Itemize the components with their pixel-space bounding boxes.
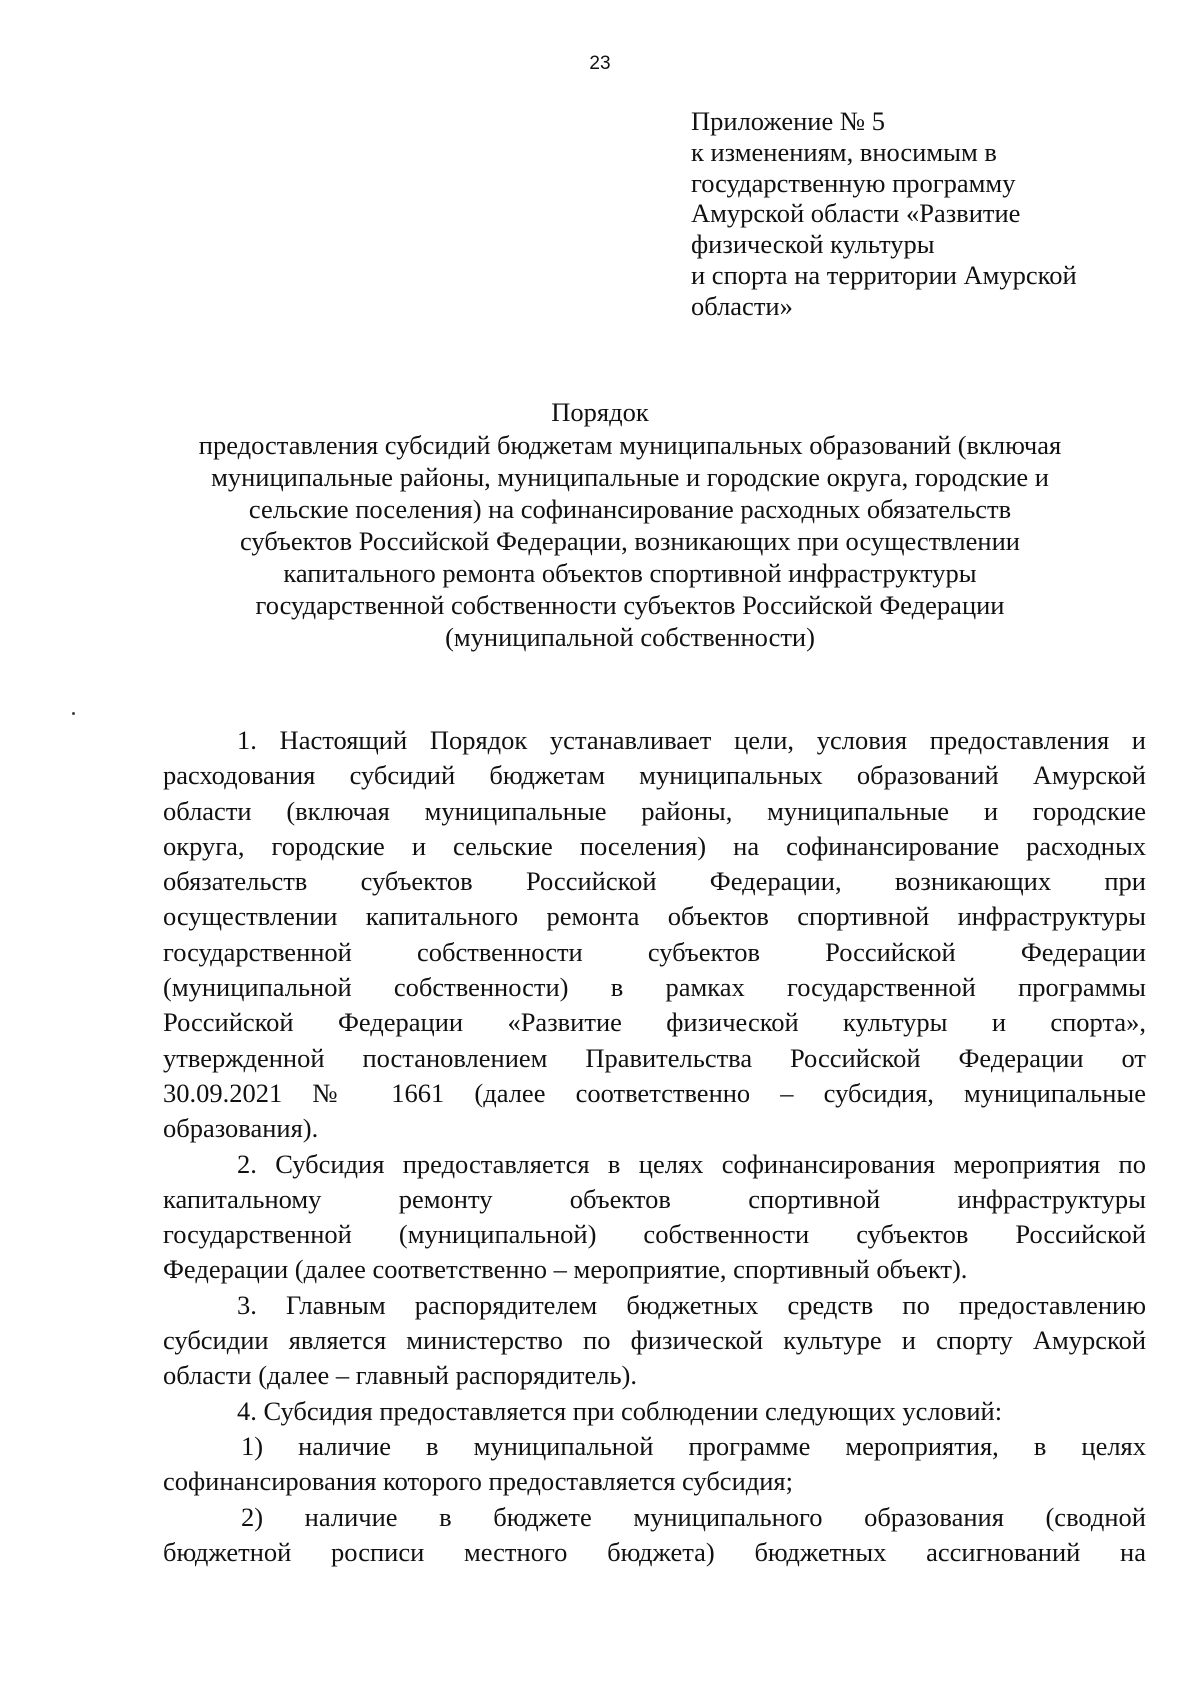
paragraph-1-line: области (включая муниципальные районы, муниципальные и городские (163, 795, 1146, 826)
subtitle-line: (муниципальной собственности) (445, 622, 815, 652)
subtitle-line: муниципальные районы, муниципальные и городские округа, городские и (211, 462, 1049, 492)
paragraph-2-line: 2. Субсидия предоставляется в целях софинансирования мероприятия по (237, 1148, 1146, 1179)
appendix-line: государственную программу (691, 167, 1016, 198)
document-subtitle (150, 429, 1110, 653)
subtitle-line: государственной собственности субъектов Российской Федерации (255, 590, 1005, 620)
paragraph-1-line: Российской Федерации «Развитие физической культуры и спорта», (163, 1007, 1146, 1038)
paragraph-2-line: Федерации (далее соответственно – мероприятие, спортивный объект). (163, 1254, 968, 1285)
paragraph-1-line: (муниципальной собственности) в рамках государственной программы (163, 972, 1146, 1003)
paragraph-3-line: области (далее – главный распорядитель). (163, 1360, 637, 1391)
paragraph-4-line: 4. Субсидия предоставляется при соблюдении следующих условий: (237, 1395, 1003, 1426)
appendix-line: области» (691, 290, 793, 321)
appendix-line: к изменениям, вносимым в (691, 136, 997, 167)
list-item-2-line: 2) наличие в бюджете муниципального образования (сводной (241, 1501, 1146, 1532)
paragraph-1-line: осуществлении капитального ремонта объектов спортивной инфраструктуры (163, 901, 1146, 932)
appendix-line: физической культуры (691, 229, 935, 260)
appendix-header (691, 106, 1131, 322)
subtitle-line: капитального ремонта объектов спортивной инфраструктуры (283, 558, 977, 588)
subtitle-line: предоставления субсидий бюджетам муниципальных образований (включая (198, 430, 1062, 460)
list-item-2-line: бюджетной росписи местного бюджета) бюджетных ассигнований на (163, 1536, 1146, 1567)
list-item-1-line: 1) наличие в муниципальной программе мероприятия, в целях (241, 1430, 1146, 1461)
paragraph-2-line: капитальному ремонту объектов спортивной инфраструктуры (163, 1183, 1146, 1214)
paragraph-1-line: утвержденной постановлением Правительства Российской Федерации от (163, 1042, 1146, 1073)
document-body (163, 723, 1146, 1570)
paragraph-1-line: государственной собственности субъектов Российской Федерации (163, 936, 1146, 967)
page-number: 23 (589, 53, 611, 74)
subtitle-line: сельские поселения) на софинансирование расходных обязательств (248, 494, 1012, 524)
paragraph-1-line: округа, городские и сельские поселения) на софинансирование расходных (163, 830, 1146, 861)
appendix-line: Приложение № 5 (691, 106, 886, 136)
subtitle-line: субъектов Российской Федерации, возникающих при осуществлении (240, 526, 1020, 556)
paragraph-1-line: расходования субсидий бюджетам муниципальных образований Амурской (163, 760, 1146, 791)
paragraph-3-line: 3. Главным распорядителем бюджетных средств по предоставлению (237, 1289, 1146, 1320)
paragraph-1-line: 1. Настоящий Порядок устанавливает цели, условия предоставления и (237, 725, 1146, 755)
appendix-line: Амурской области «Развитие (691, 198, 1021, 229)
document-title: Порядок (551, 397, 649, 427)
appendix-line: и спорта на территории Амурской (691, 259, 1077, 290)
paragraph-2-line: государственной (муниципальной) собственности субъектов Российской (163, 1219, 1146, 1250)
paragraph-1-line: 30.09.2021 № 1661 (далее соответственно – субсидия, муниципальные (163, 1077, 1146, 1108)
scan-speck (72, 712, 75, 715)
paragraph-3-line: субсидии является министерство по физической культуре и спорту Амурской (163, 1325, 1146, 1356)
list-item-1-line: софинансирования которого предоставляется субсидия; (163, 1466, 793, 1497)
paragraph-1-line: образования). (163, 1113, 319, 1144)
paragraph-1-line: обязательств субъектов Российской Федерации, возникающих при (163, 866, 1146, 897)
